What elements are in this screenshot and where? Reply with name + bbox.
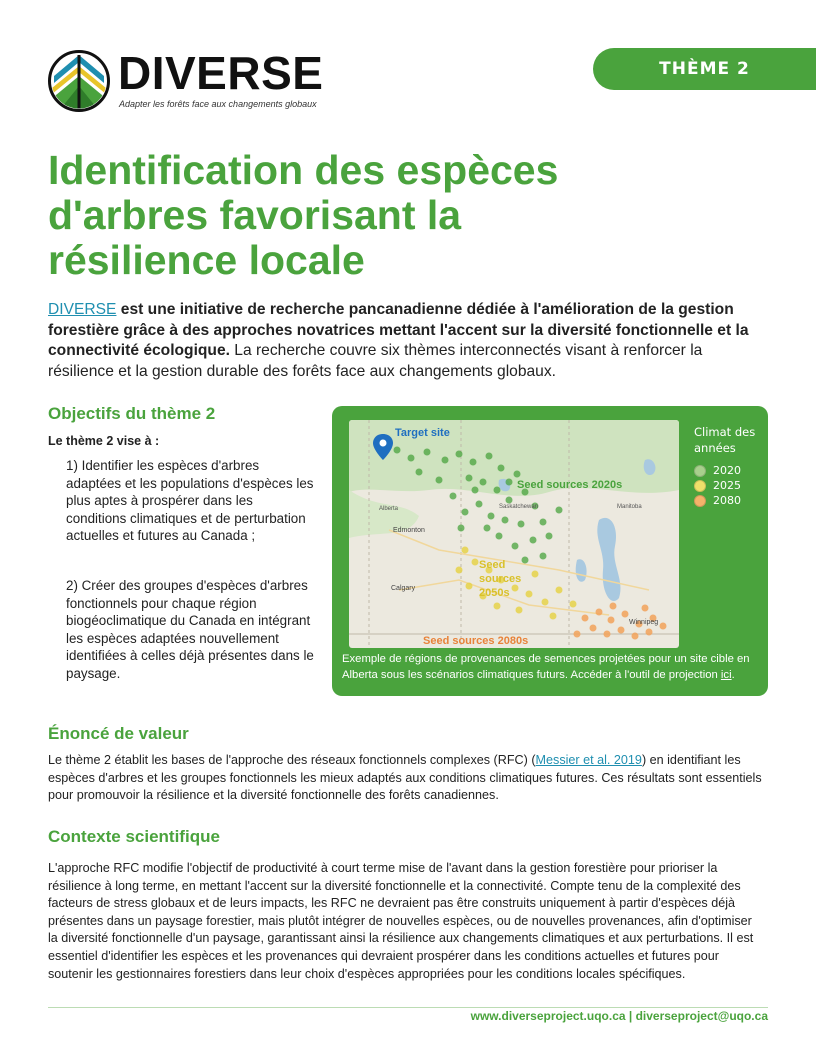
email-link[interactable]: diverseproject@uqo.ca bbox=[635, 1009, 768, 1023]
seed-2050s-label-line2: sources bbox=[479, 573, 522, 585]
legend-item-2025 bbox=[694, 479, 741, 492]
diverse-logo-icon bbox=[48, 50, 110, 112]
seed-2050s-label-line1: Seed bbox=[479, 559, 506, 571]
winnipeg-label: Winnipeg bbox=[629, 619, 659, 626]
legend-dot-icon bbox=[694, 480, 706, 492]
seed-2050s-label-line3: 2050s bbox=[479, 587, 510, 599]
objectives-lead: Le thème 2 vise à : bbox=[48, 434, 160, 448]
page-title: Identification des espèces d'arbres favorisant la résilience locale bbox=[48, 147, 559, 283]
footer-separator: | bbox=[625, 1009, 636, 1023]
objective-item: 1) Identifier les espèces d'arbres adaptées et les populations d'espèces les plus aptes à prospérer dans les conditions climatiques et de perturbation actuelles et futures au Canada ; bbox=[66, 458, 314, 543]
calgary-label: Calgary bbox=[391, 585, 416, 592]
caption-end: . bbox=[731, 668, 735, 681]
seed-2080s-label: Seed sources 2080s bbox=[423, 635, 529, 647]
map-figure-card bbox=[332, 406, 768, 696]
seed-2020s-label: Seed sources 2020s bbox=[517, 479, 623, 491]
website-link[interactable]: www.diverseproject.uqo.ca bbox=[470, 1009, 626, 1023]
footer-contact bbox=[471, 1009, 768, 1023]
value-heading: Énoncé de valeur bbox=[48, 724, 189, 743]
manitoba-label: Manitoba bbox=[617, 504, 642, 510]
intro-paragraph bbox=[48, 300, 768, 382]
caption-text: Exemple de régions de provenances de semences projetées pour un site cible en Alberta sous les scénarios climatiques futurs. Accéder à l'outil de projection bbox=[342, 653, 750, 681]
legend-label: 2025 bbox=[713, 479, 741, 492]
alberta-label: Alberta bbox=[379, 506, 399, 512]
diverse-link[interactable]: DIVERSE bbox=[48, 301, 117, 318]
legend-label: 2020 bbox=[713, 464, 741, 477]
target-site-label: Target site bbox=[395, 427, 450, 439]
legend-label: 2080 bbox=[713, 494, 741, 507]
intro-normal-text: La recherche couvre six thèmes interconnectés visant à renforcer la résilience et la gestion durable des forêts face aux changements globaux. bbox=[48, 342, 703, 380]
legend-item-2020 bbox=[694, 464, 741, 477]
value-text-after: ) en identifiant les espèces d'arbres et les groupes fonctionnels les mieux adaptés aux conditions climatiques futures. Ces résultats sont essentiels pour promouvoir la résilience et la diversité fonctionnelle des forêts canadiennes. bbox=[48, 753, 762, 803]
objectives-heading: Objectifs du thème 2 bbox=[48, 404, 216, 423]
legend-item-2080 bbox=[694, 494, 741, 507]
value-text-before: Le thème 2 établit les bases de l'approche des réseaux fonctionnels complexes (RFC) ( bbox=[48, 753, 536, 767]
objective-item: 2) Créer des groupes d'espèces d'arbres fonctionnels pour chaque région biogéoclimatique du Canada en intégrant les espèces adaptées nouvellement identifiées à celles déjà présentes dans le paysage. bbox=[66, 578, 314, 681]
saskatchewan-label: Saskatchewan bbox=[499, 504, 539, 510]
messier-citation-link[interactable]: Messier et al. 2019 bbox=[535, 753, 642, 767]
seed-source-map bbox=[349, 420, 679, 648]
context-paragraph: L'approche RFC modifie l'objectif de productivité à court terme mise de l'avant dans la gestion forestière pour prioriser la résilience à long terme, en mettant l'accent sur la diversité fonctionnelle et la connectivité. Compte tenu de la complexité des facteurs de stress globaux et de leurs impacts, les RFC ne devraient pas être construits uniquement à partir d'espèces déjà présentes dans un paysage forestier, mais plutôt intégrer de nouvelles espèces, ou de nouvelles provenances, afin d'optimiser la diversité fonctionnelle d'un paysage, garantissant ainsi la résilience aux changements climatiques et aux perturbations. Il est essentiel d'identifier les espèces et les provenances qui devraient prospérer dans les conditions actuelles et futures pour soutenir les gestionnaires forestiers dans leur choix d'espèces appropriées pour les conditions locales spécifiques. bbox=[48, 861, 754, 981]
footer-divider bbox=[48, 1007, 768, 1008]
edmonton-label: Edmonton bbox=[393, 527, 425, 534]
legend-title: Climat des années bbox=[694, 425, 756, 455]
legend-dot-icon bbox=[694, 465, 706, 477]
value-paragraph bbox=[48, 752, 764, 805]
intro-bold-text: est une initiative de recherche pancanadienne dédiée à l'amélioration de la gestion forestière grâce à des approches novatrices mettant l'accent sur la diversité fonctionnelle et la connectivité écologique. bbox=[48, 301, 749, 359]
brand-wordmark: DIVERSE bbox=[118, 47, 324, 99]
projection-tool-link[interactable]: ici bbox=[720, 668, 732, 681]
theme-badge: THÈME 2 bbox=[593, 48, 816, 90]
legend-dot-icon bbox=[694, 495, 706, 507]
context-heading: Contexte scientifique bbox=[48, 827, 220, 846]
brand-tagline: Adapter les forêts face aux changements globaux bbox=[119, 99, 317, 109]
map-caption bbox=[342, 652, 762, 683]
